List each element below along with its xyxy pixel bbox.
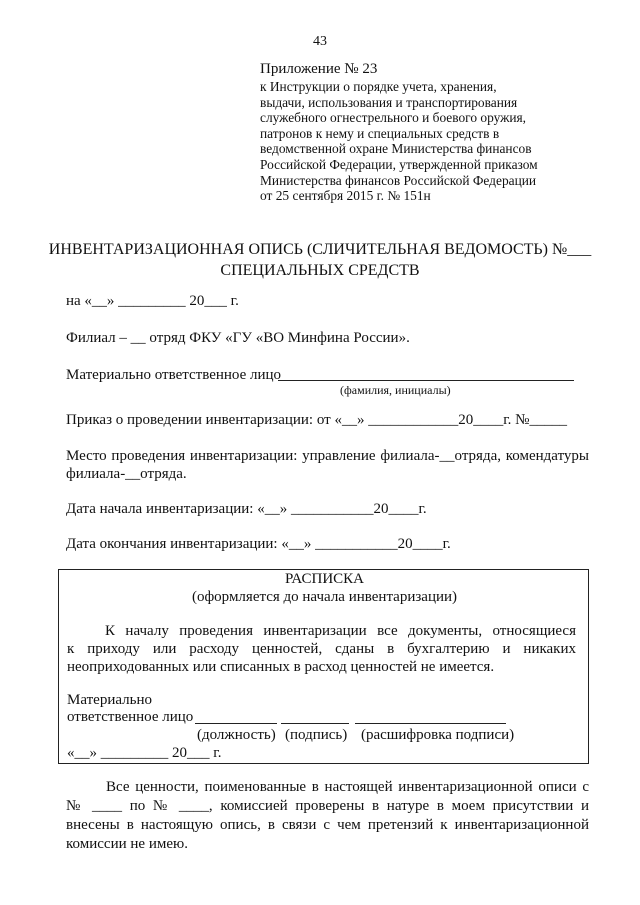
appendix-block bbox=[260, 60, 538, 204]
responsible-label: Материально ответственное лицо bbox=[66, 367, 282, 383]
order-field: Приказ о проведении инвентаризации: от «__» ____________20____г. №_____ bbox=[66, 412, 567, 428]
receipt-body-line: К началу проведения инвентаризации все документы, относящиеся bbox=[105, 623, 576, 639]
appendix-line: выдачи, использования и транспортирования bbox=[260, 94, 518, 110]
date-field: на «__» _________ 20___ г. bbox=[66, 293, 239, 309]
page-number: 43 bbox=[313, 34, 327, 49]
branch-field: Филиал – __ отряд ФКУ «ГУ «ВО Минфина России». bbox=[66, 330, 410, 346]
document-title-line2: СПЕЦИАЛЬНЫХ СРЕДСТВ bbox=[220, 262, 420, 279]
start-date-field: Дата начала инвентаризации: «__» ___________20____г. bbox=[66, 501, 427, 517]
document-title-line1: ИНВЕНТАРИЗАЦИОННАЯ ОПИСЬ (СЛИЧИТЕЛЬНАЯ ВЕДОМОСТЬ) №___ bbox=[48, 241, 592, 258]
sig-decode-hint: (расшифровка подписи) bbox=[361, 727, 515, 743]
appendix-title: Приложение № 23 bbox=[260, 61, 378, 77]
sig-position-hint: (должность) bbox=[197, 727, 276, 743]
receipt-box bbox=[58, 569, 589, 764]
appendix-line: патронов к нему и специальных средств в bbox=[260, 125, 500, 141]
responsible-underline bbox=[278, 380, 574, 381]
statement-line: Все ценности, поименованные в настоящей инвентаризационной описи с bbox=[106, 779, 589, 795]
responsible-field bbox=[66, 367, 281, 384]
responsible-hint: (фамилия, инициалы) bbox=[340, 383, 451, 397]
end-date-field: Дата окончания инвентаризации: «__» ___________20____г. bbox=[66, 536, 451, 552]
receipt-label: ответственное лицо bbox=[67, 709, 194, 725]
place-field-line1: Место проведения инвентаризации: управление филиала-__отряда, комендатуры bbox=[66, 448, 589, 464]
receipt-body-line: к приходу или расходу ценностей, сданы в бухгалтерию и никаких bbox=[67, 641, 576, 657]
appendix-line: Министерства финансов Российской Федерации bbox=[260, 172, 537, 188]
appendix-line: к Инструкции о порядке учета, хранения, bbox=[260, 79, 497, 94]
decode-line bbox=[355, 723, 506, 724]
receipt-date: «__» _________ 20___ г. bbox=[67, 745, 222, 761]
receipt-title: РАСПИСКА bbox=[284, 571, 365, 587]
appendix-line: Российской Федерации, утвержденной приказом bbox=[260, 156, 538, 172]
receipt-subtitle: (оформляется до начала инвентаризации) bbox=[191, 589, 458, 605]
statement-line: внесены в настоящую опись, в связи с чем претензий к инвентаризационной bbox=[66, 817, 589, 833]
receipt-body-line: неоприходованных или списанных в расход ценностей не имеется. bbox=[67, 659, 495, 675]
receipt-label: Материально bbox=[67, 692, 152, 708]
statement-line: комиссии не имею. bbox=[66, 836, 188, 852]
appendix-line: от 25 сентября 2015 г. № 151н bbox=[260, 188, 431, 204]
sig-signature-hint: (подпись) bbox=[285, 727, 348, 743]
appendix-line: ведомственной охране Министерства финансов bbox=[260, 141, 532, 157]
appendix-line: служебного огнестрельного и боевого оружия, bbox=[260, 110, 527, 126]
document-title bbox=[0, 239, 640, 281]
signature-line bbox=[281, 723, 349, 724]
statement-line: № ____ по № ____, комиссией проверены в натуре в моем присутствии и bbox=[66, 798, 589, 814]
position-line bbox=[195, 723, 277, 724]
place-field-line2: филиала-__отряда. bbox=[66, 466, 187, 482]
